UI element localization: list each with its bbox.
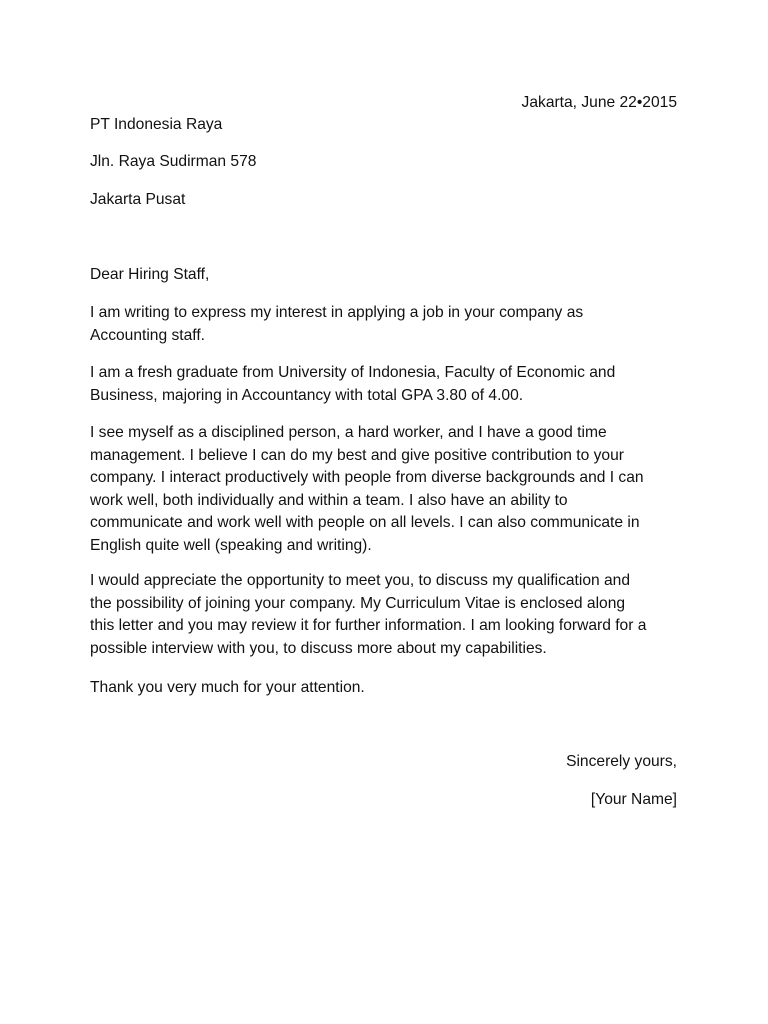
paragraph-line: Business, majoring in Accountancy with total GPA 3.80 of 4.00. xyxy=(90,386,524,404)
paragraph-line: possible interview with you, to discuss more about my capabilities. xyxy=(90,639,547,657)
paragraph-line: English quite well (speaking and writing). xyxy=(90,536,372,554)
body-paragraph-request xyxy=(90,570,690,660)
paragraph-line: I am a fresh graduate from University of Indonesia, Faculty of Economic and xyxy=(90,364,616,381)
closing-phrase: Sincerely yours, xyxy=(566,753,677,770)
paragraph-line: management. I believe I can do my best and give positive contribution to your xyxy=(90,446,624,464)
paragraph-line: I see myself as a disciplined person, a hard worker, and I have a good time xyxy=(90,424,607,441)
recipient-street: Jln. Raya Sudirman 578 xyxy=(90,153,257,170)
paragraph-line: I would appreciate the opportunity to meet you, to discuss my qualification and xyxy=(90,572,631,589)
body-paragraph-thanks xyxy=(90,677,690,700)
paragraph-line: the possibility of joining your company. My Curriculum Vitae is enclosed along xyxy=(90,594,626,612)
body-paragraph-intent xyxy=(90,302,690,347)
body-paragraph-education xyxy=(90,362,690,407)
paragraph-line: Thank you very much for your attention. xyxy=(90,679,365,696)
paragraph-line: this letter and you may review it for further information. I am looking forward for a xyxy=(90,617,647,634)
signature-name: [Your Name] xyxy=(590,791,677,808)
paragraph-line: work well, both individually and within a team. I also have an ability to xyxy=(90,491,568,509)
recipient-company: PT Indonesia Raya xyxy=(90,116,223,133)
paragraph-line: Accounting staff. xyxy=(90,326,206,344)
paragraph-line: communicate and work well with people on all levels. I can also communicate in xyxy=(90,514,640,531)
recipient-city: Jakarta Pusat xyxy=(90,191,186,208)
salutation: Dear Hiring Staff, xyxy=(90,266,210,283)
paragraph-line: company. I interact productively with people from diverse backgrounds and I can xyxy=(90,469,644,486)
body-paragraph-qualities xyxy=(90,422,690,557)
letter-date: Jakarta, June 22•2015 xyxy=(521,94,677,111)
paragraph-line: I am writing to express my interest in applying a job in your company as xyxy=(90,304,584,321)
